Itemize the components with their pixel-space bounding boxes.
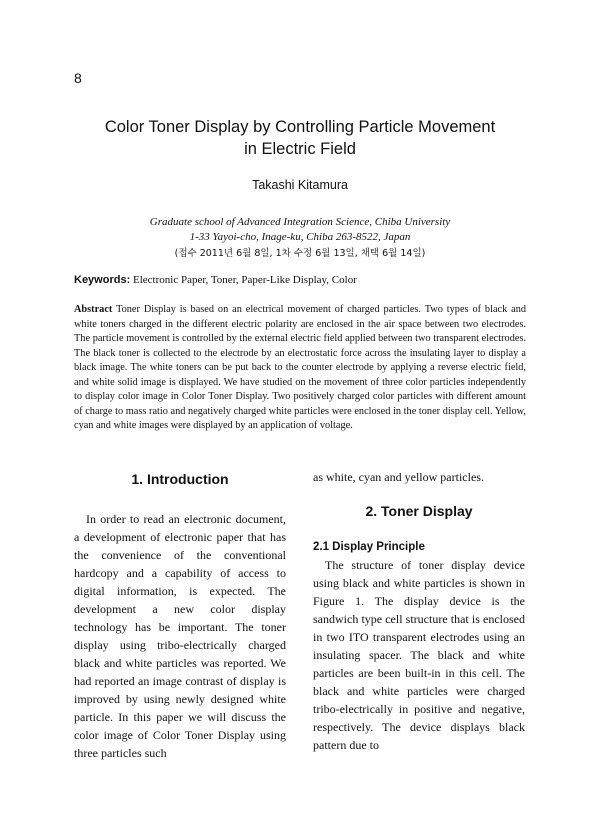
right-column <box>313 468 525 754</box>
affiliation-line-1: Graduate school of Advanced Integration Science, Chiba University <box>149 216 451 228</box>
introduction-continuation: as white, cyan and yellow particles. <box>313 470 484 484</box>
abstract-text: Toner Display is based on an electrical movement of charged particles. Two types of black and white toners charged in the different electric polarity are enclosed in the air space between two electrodes. The particle movement is controlled by the external electric field applied between two transparent electrodes. The black toner is collected to the electrode by an electrostatic force across the insulating layer to display a black image. The white toners can be put back to the counter electrode by applying a reverse electric field, and white solid image is displayed. We have studied on the movement of three color particles independently to display color image in Color Toner Display. Two positively charged color particles with different amount of charge to mass ratio and negatively charged white particles were enclosed in the toner display cell. Yellow, cyan and white images were displayed by an application of voltage. <box>74 304 527 431</box>
paper-title <box>60 116 540 160</box>
title-line-2: in Electric Field <box>244 140 356 158</box>
keywords-text: Electronic Paper, Toner, Paper-Like Display, Color <box>133 274 357 286</box>
author-name: Takashi Kitamura <box>252 178 348 192</box>
introduction-paragraph: In order to read an electronic document, a development of electronic paper that has the convenience of the conventional hardcopy and a capability of access to digital information, is expected. The development a new color display technology has be important. The toner display using tribo-electrically charged black and white particles was reported. We had reported an image contrast of display is improved by using newly designed white particle. In this paper we will discuss the color image of Color Toner Display using three particles such <box>74 512 286 760</box>
subsection-heading-display-principle: 2.1 Display Principle <box>313 541 425 553</box>
display-principle-paragraph: The structure of toner display device using black and white particles is shown in Figure 1. The display device is the sandwich type cell structure that is enclosed in two ITO transparent electrodes using an insulating spacer. The black and white particles are been built-in in this cell. The black and white particles were charged tribo-electrically in positive and negative, respectively. The device displays black pattern due to <box>313 558 525 752</box>
keywords-label: Keywords: <box>74 274 131 286</box>
keywords <box>74 274 534 286</box>
section-heading-introduction: 1. Introduction <box>131 471 229 487</box>
abstract-label: Abstract <box>74 304 113 315</box>
left-column <box>74 470 286 762</box>
title-line-1: Color Toner Display by Controlling Particle Movement <box>104 118 496 136</box>
received-dates: (접수 2011년 6월 8일, 1차 수정 6월 13일, 채택 6월 14일) <box>174 248 426 259</box>
section-heading-toner-display: 2. Toner Display <box>365 503 473 519</box>
page-number: 8 <box>74 70 82 86</box>
affiliation-line-2: 1-33 Yayoi-cho, Inage-ku, Chiba 263-8522, Japan <box>189 231 411 243</box>
abstract <box>74 303 526 434</box>
